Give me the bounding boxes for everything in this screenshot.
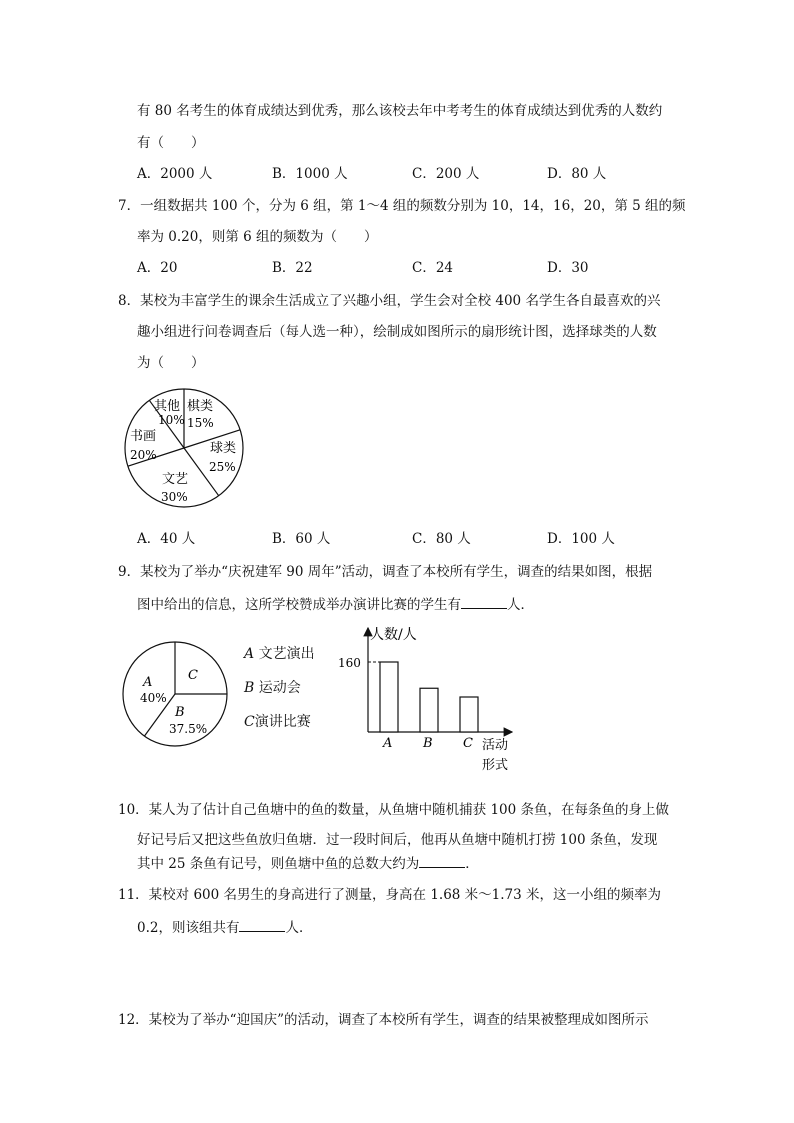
q6-option-b: B．1000 人: [272, 166, 348, 182]
q9-line2-text: 图中给出的信息，这所学校赞成举办演讲比赛的学生有: [137, 597, 461, 613]
q11-line2: [137, 917, 312, 937]
q10-line3: [137, 853, 479, 873]
q9-pie-label-a: A: [143, 675, 153, 690]
q9-bar-category-a: A: [383, 736, 393, 751]
q6-option-d: D．80 人: [547, 166, 607, 182]
q9-legend-b-text: 运动会: [258, 680, 301, 696]
q9-legend-c-text: 演讲比赛: [254, 714, 311, 730]
q9-legend-b-key: B: [244, 680, 255, 696]
q7-option-b: B．22: [272, 260, 313, 276]
q12-line1: 12．某校为了举办“迎国庆”的活动，调查了本校所有学生，调查的结果被整理成如图所示: [118, 1012, 649, 1028]
q6-option-c: C．200 人: [412, 166, 480, 182]
q9-line1: 9．某校为了举办“庆祝建军 90 周年”活动，调查了本校所有学生，调查的结果如图，根据: [118, 564, 653, 580]
q9-legend-c: [244, 713, 311, 731]
q7-line2: 率为 0.20，则第 6 组的频数为（ ）: [137, 229, 378, 245]
q7-line1: 7．一组数据共 100 个，分为 6 组，第 1～4 组的频数分别为 10，14，16，20，第 5 组的频: [118, 198, 686, 214]
q9-bar-marks: [368, 662, 478, 751]
q8-option-b: B．60 人: [272, 531, 331, 547]
q11-line1: 11．某校对 600 名男生的身高进行了测量，身高在 1.68 米～1.73 米，这一小组的频率为: [118, 887, 662, 903]
q10-line2: 好记号后又把这些鱼放归鱼塘．过一段时间后，他再从鱼塘中随机打捞 100 条鱼，发现: [137, 832, 658, 848]
q9-bar-chart: [332, 622, 522, 774]
q9-bar-c: [460, 697, 478, 732]
q8-line2: 趣小组进行问卷调查后（每人选一种），绘制成如图所示的扇形统计图，选择球类的人数: [137, 324, 657, 340]
q8-line3: 为（ ）: [137, 355, 205, 371]
q9-pie-chart: [118, 638, 238, 748]
q8-label-calligraphy: 书画: [130, 429, 157, 444]
q8-option-a: A．40 人: [137, 531, 196, 547]
q9-bar-ylabel: 人数/人: [370, 627, 417, 643]
q9-pie-pct-b: 37.5%: [169, 722, 208, 736]
q9-pie-label-b: B: [175, 705, 185, 720]
q11-line2-end: 人．: [285, 920, 313, 936]
q9-bar-xlabel-2: 形式: [482, 758, 509, 773]
q9-bar-category-c: C: [463, 736, 473, 751]
q6-line2: 有（ ）: [137, 135, 205, 151]
q8-pct-other: 10%: [158, 413, 185, 427]
q9-legend-c-key: C: [244, 714, 255, 730]
q9-legend-a-text: 文艺演出: [258, 646, 315, 662]
q8-pie-chart: [118, 383, 258, 515]
q7-option-d: D．30: [547, 260, 589, 276]
q9-line2-end: 人．: [507, 597, 534, 613]
q9-bar-xlabel-1: 活动: [482, 738, 509, 753]
q8-label-art: 文艺: [162, 472, 189, 487]
q8-line1: 8．某校为丰富学生的课余生活成立了兴趣小组，学生会对全校 400 名学生各自最喜欢的兴: [118, 293, 661, 309]
q7-option-c: C．24: [412, 260, 454, 276]
q9-legend-b: [244, 679, 301, 697]
q11-answer-blank[interactable]: [239, 917, 285, 932]
q6-option-a: A．2000 人: [137, 166, 213, 182]
q8-pct-calligraphy: 20%: [130, 448, 157, 462]
q9-line2: [137, 594, 534, 614]
q9-bar-b: [420, 688, 438, 732]
q8-pct-chess: 15%: [187, 416, 214, 430]
q9-bar-tick-160: 160: [338, 656, 361, 670]
q10-line1: 10．某人为了估计自己鱼塘中的鱼的数量，从鱼塘中随机捕获 100 条鱼，在每条鱼的身上做: [118, 802, 670, 818]
q9-legend-a: [244, 645, 315, 663]
q8-label-chess: 棋类: [187, 399, 214, 414]
q8-option-c: C．80 人: [412, 531, 471, 547]
q6-line1: 有 80 名考生的体育成绩达到优秀，那么该校去年中考考生的体育成绩达到优秀的人数约: [137, 103, 663, 119]
q9-pie-pct-a: 40%: [140, 691, 167, 705]
q9-bar-a: [380, 662, 398, 732]
q8-pct-art: 30%: [161, 490, 188, 504]
q9-pie-label-c: C: [188, 668, 198, 683]
q11-line2-text: 0.2，则该组共有: [137, 920, 240, 936]
q8-option-d: D．100 人: [547, 531, 615, 547]
q7-option-a: A．20: [137, 260, 178, 276]
q10-line3-text: 其中 25 条鱼有记号，则鱼塘中鱼的总数大约为: [137, 856, 420, 872]
q8-label-other: 其他: [154, 399, 181, 414]
q9-answer-blank[interactable]: [461, 594, 507, 609]
q8-pct-ball: 25%: [209, 460, 236, 474]
q10-answer-blank[interactable]: [419, 853, 465, 868]
q9-bar-category-b: B: [423, 736, 433, 751]
q8-label-ball: 球类: [210, 441, 237, 456]
q9-legend-a-key: A: [244, 646, 255, 662]
q10-line3-end: ．: [465, 856, 479, 872]
